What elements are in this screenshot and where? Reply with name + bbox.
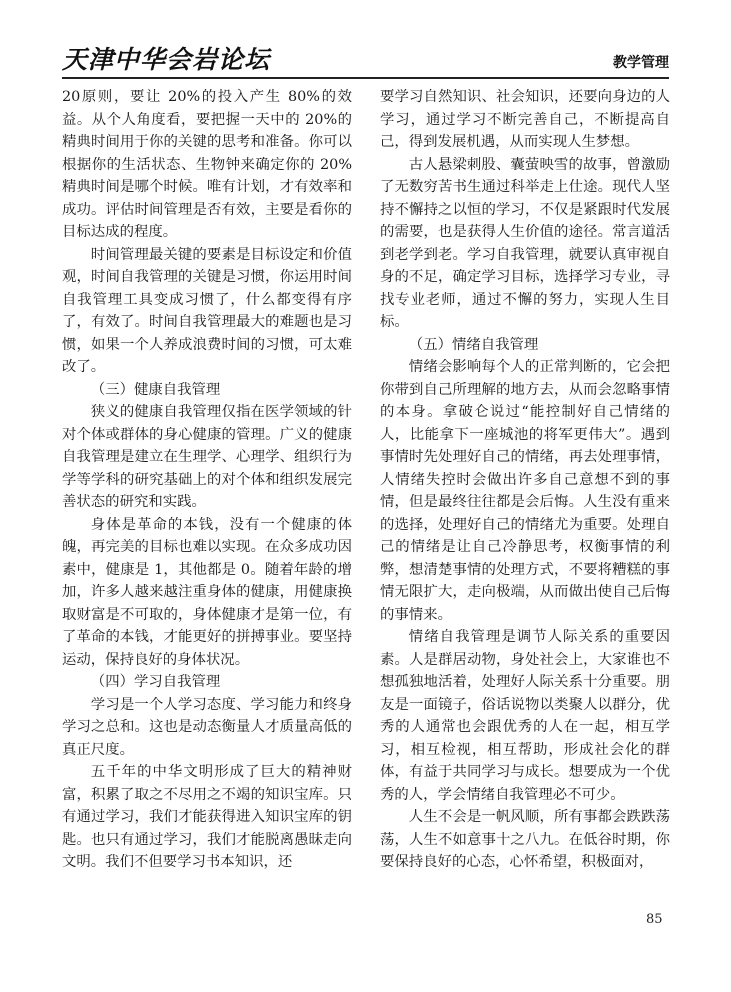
page-header	[62, 36, 669, 80]
section-heading: （四）学习自我管理	[90, 674, 221, 690]
paragraph: 人生不会是一帆风顺，所有事都会跌跌荡荡，人生不如意事十之八九。在低谷时期，你要保持良好的心态，心怀希望，积极面对，	[380, 809, 670, 870]
paragraph: 20原则，要让 20%的投入产生 80%的效益。从个人角度看，要把握一天中的 20%的精典时间用于你的关键的思考和准备。你可以根据你的生活状态、生物钟来确定你的 20%精典时间是哪个时候。唯有计划，才有效率和成功。评估时间管理是否有效，主要是看你的目标达成的程度。	[62, 89, 352, 240]
paragraph: 学习是一个人学习态度、学习能力和终身学习之总和。这也是动态衡量人才质量高低的真正尺度。	[62, 696, 352, 758]
paragraph: 时间管理最关键的要素是目标设定和价值观，时间自我管理的关键是习惯，你运用时间自我管理工具变成习惯了，什么都变得有序了，有效了。时间自我管理最大的难题也是习惯，如果一个人养成浪费时间的习惯，可太难改了。	[62, 246, 352, 375]
paragraph: 要学习自然知识、社会知识，还要向身边的人学习，通过学习不断完善自己，不断提高自己，得到发展机遇，从而实现人生梦想。	[380, 89, 670, 150]
page-number: 85	[646, 912, 663, 927]
paragraph: 狭义的健康自我管理仅指在医学领域的针对个体或群体的身心健康的管理。广义的健康自我管理是建立在生理学、心理学、组织行为学等学科的研究基础上的对个体和组织发展完善状态的研究和实践。	[62, 404, 352, 510]
journal-masthead: 天津中华会岩论坛	[62, 45, 271, 74]
section-heading: （三）健康自我管理	[90, 381, 221, 398]
paragraph: 情绪会影响每个人的正常判断的，它会把你带到自己所理解的地方去，从而会忽略事情的本身。拿破仑说过“能控制好自己情绪的人，比能拿下一座城池的将军更伟大”。遇到事情时先处理好自己的情绪，再去处理事情，人情绪失控时会做出许多自己意想不到的事情，但是最终往往都是会后悔。人生没有重来的选择，处理好自己的情绪尤为重要。处理自己的情绪是让自己冷静思考，权衡事情的利弊，想清楚事情的处理方式，不要将糟糕的事情无限扩大，走向极端，从而做出使自己后悔的事情来。	[380, 359, 670, 623]
section-title: 教学管理	[613, 55, 669, 71]
header-rule	[62, 77, 669, 79]
section-heading: （五）情绪自我管理	[408, 336, 539, 353]
paragraph: 情绪自我管理是调节人际关系的重要因素。人是群居动物，身处社会上，大家谁也不想孤独地活着，处理好人际关系十分重要。朋友是一面镜子，俗话说物以类聚人以群分，优秀的人通常也会跟优秀的人在一起，相互学习，相互检视，相互帮助，形成社会化的群体，有益于共同学习与成长。想要成为一个优秀的人，学会情绪自我管理必不可少。	[380, 629, 670, 803]
paragraph: 古人悬梁刺股、囊萤映雪的故事，曾激励了无数穷苦书生通过科举走上仕途。现代人坚持不懈持之以恒的学习，不仅是紧跟时代发展的需要，也是获得人生价值的途径。常言道活到老学到老。学习自我管理，就要认真审视自身的不足，确定学习目标，选择学习专业，寻找专业老师，通过不懈的努力，实现人生目标。	[380, 156, 670, 330]
paragraph: 身体是革命的本钱，没有一个健康的体魄，再完美的目标也难以实现。在众多成功因素中，健康是 1，其他都是 0。随着年龄的增加，许多人越来越注重身体的健康，用健康换取财富是不可取的，身体健康才是第一位，有了革命的本钱，才能更好的拼搏事业。要坚持运动，保持良好的身体状况。	[62, 516, 352, 668]
paragraph: 五千年的中华文明形成了巨大的精神财富，积累了取之不尽用之不竭的知识宝库。只有通过学习，我们才能获得进入知识宝库的钥匙。也只有通过学习，我们才能脱离愚昧走向文明。我们不但要学习书本知识，还	[62, 764, 352, 870]
right-column	[380, 86, 670, 874]
left-column	[62, 86, 352, 874]
